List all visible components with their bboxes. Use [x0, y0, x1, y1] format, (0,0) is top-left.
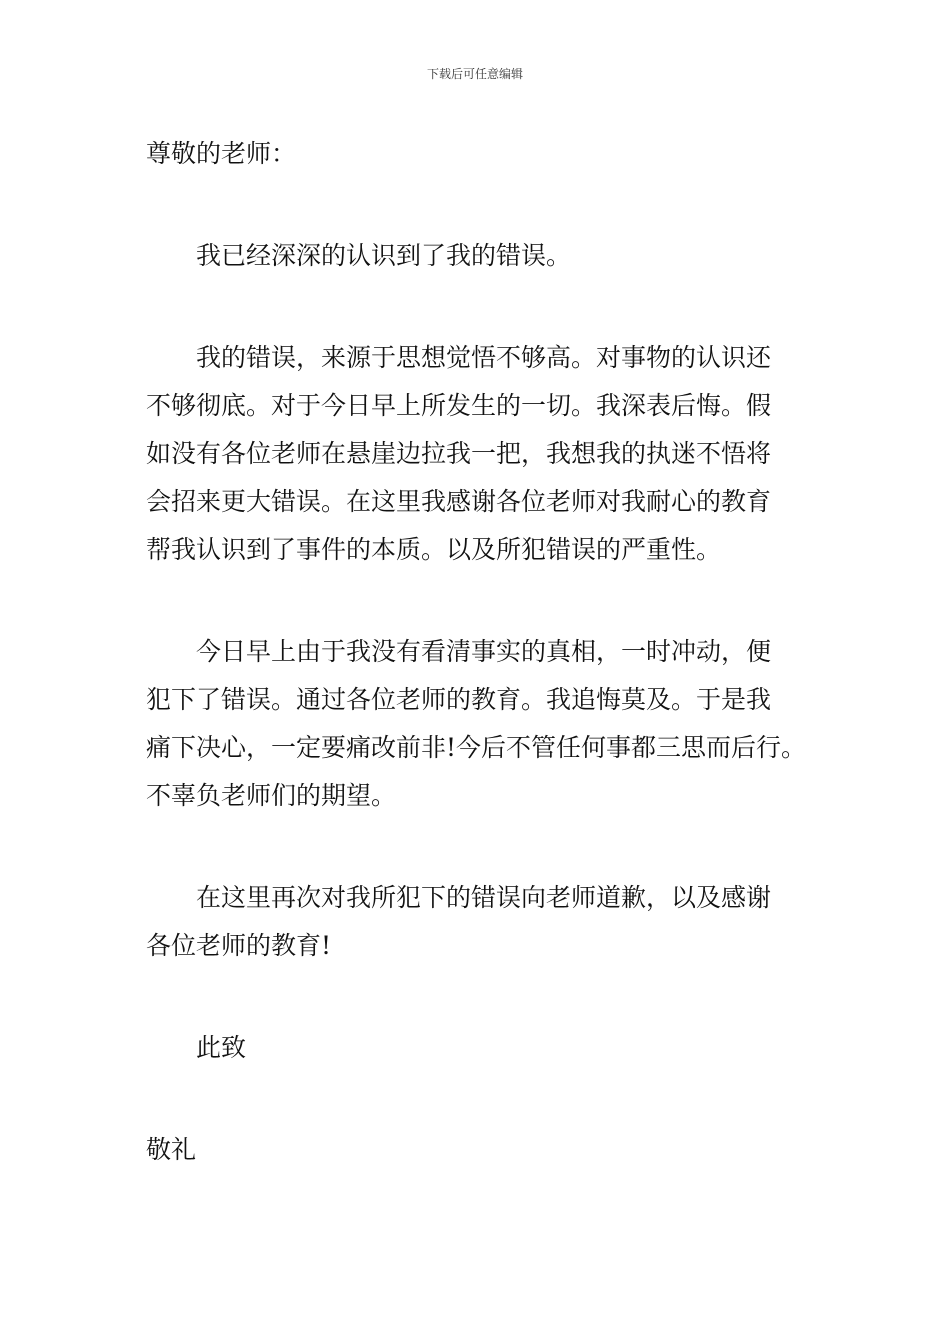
closing-phrase: 此致 — [196, 1033, 247, 1062]
paragraph-1 — [146, 232, 811, 280]
paragraph-line: 痛下决心，一定要痛改前非!今后不管任何事都三思而后行。 — [146, 733, 807, 762]
paragraph-line: 各位老师的教育! — [146, 931, 332, 960]
paragraph-line: 不辜负老师们的期望。 — [146, 781, 397, 810]
regards: 敬礼 — [146, 1135, 197, 1164]
paragraph-line: 我的错误，来源于思想觉悟不够高。对事物的认识还 — [196, 343, 772, 372]
paragraph-line: 不够彻底。对于今日早上所发生的一切。我深表后悔。假 — [146, 391, 772, 420]
page-header: 下载后可任意编辑 — [426, 67, 523, 81]
paragraph-4 — [146, 874, 811, 970]
paragraph-line: 我已经深深的认识到了我的错误。 — [196, 241, 572, 270]
paragraph-line: 今日早上由于我没有看清事实的真相，一时冲动，便 — [196, 637, 772, 666]
paragraph-line: 如没有各位老师在悬崖边拉我一把，我想我的执迷不悟将 — [146, 439, 772, 468]
salutation: 尊敬的老师： — [146, 139, 297, 168]
paragraph-line: 犯下了错误。通过各位老师的教育。我追悔莫及。于是我 — [146, 685, 772, 714]
letter-body — [146, 130, 811, 1174]
paragraph-2 — [146, 334, 811, 574]
paragraph-line: 会招来更大错误。在这里我感谢各位老师对我耐心的教育 — [146, 487, 772, 516]
paragraph-line: 在这里再次对我所犯下的错误向老师道歉，以及感谢 — [196, 883, 772, 912]
paragraph-line: 帮我认识到了事件的本质。以及所犯错误的严重性。 — [146, 535, 722, 564]
paragraph-3 — [146, 628, 811, 820]
